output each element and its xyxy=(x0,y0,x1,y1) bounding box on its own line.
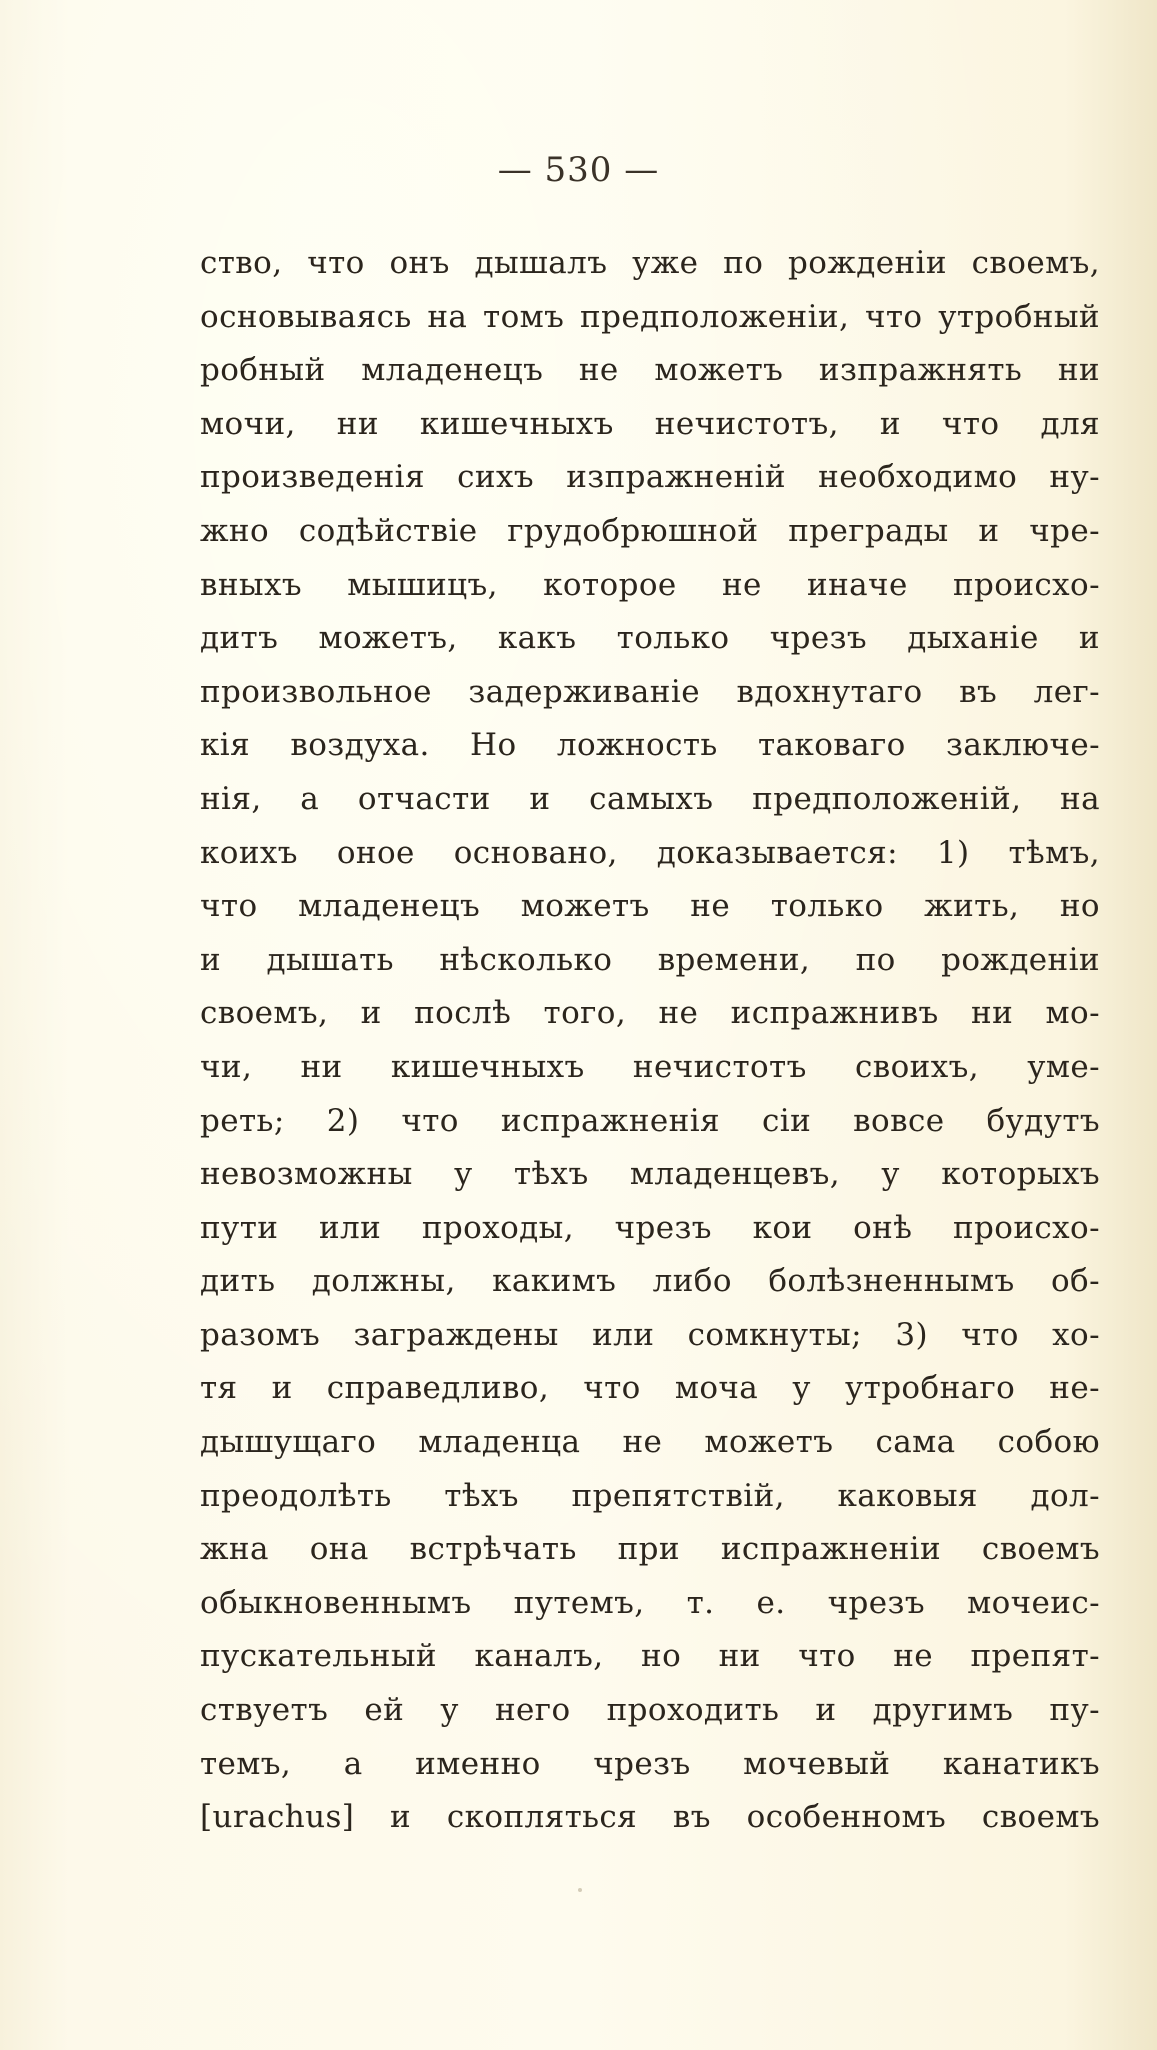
text-line: робный младенецъ не можетъ изпражнять ни xyxy=(200,352,1100,389)
text-line: разомъ заграждены или сомкнуты; 3) что хо- xyxy=(200,1316,1100,1353)
text-line: жна она встрѣчать при испражненіи своемъ xyxy=(200,1531,1100,1568)
text-line: дышущаго младенца не можетъ сама собою xyxy=(200,1424,1100,1461)
text-line: дитъ можетъ, какъ только чрезъ дыханіе и xyxy=(200,620,1100,657)
text-line: мочи, ни кишечныхъ нечистотъ, и что для xyxy=(200,405,1100,442)
body-text xyxy=(200,237,1100,1845)
text-line: нія, а отчасти и самыхъ предположеній, на xyxy=(200,780,1100,817)
text-line: невозможны у тѣхъ младенцевъ, у которыхъ xyxy=(200,1156,1100,1193)
text-line: основываясь на томъ предположеніи, что утробный xyxy=(200,298,1100,335)
text-line: тя и справедливо, что моча у утробнаго не- xyxy=(200,1370,1100,1407)
text-line: пути или проходы, чрезъ кои онѣ происхо- xyxy=(200,1209,1100,1246)
text-line: ствуетъ ей у него проходить и другимъ пу- xyxy=(200,1692,1100,1729)
text-line: реть; 2) что испражненія сіи вовсе будутъ xyxy=(200,1102,1100,1139)
text-line: темъ, а именно чрезъ мочевый канатикъ xyxy=(200,1745,1100,1782)
text-line: произвольное задерживаніе вдохнутаго въ лег- xyxy=(200,673,1100,710)
text-line: произведенія сихъ изпражненій необходимо ну- xyxy=(200,459,1100,496)
text-line: обыкновеннымъ путемъ, т. е. чрезъ мочеис- xyxy=(200,1584,1100,1621)
text-line: пускательный каналъ, но ни что не препят- xyxy=(200,1638,1100,1675)
text-line: коихъ оное основано, доказывается: 1) тѣмъ, xyxy=(200,834,1100,871)
text-line: и дышать нѣсколько времени, по рожденіи xyxy=(200,941,1100,978)
page-number: — 530 — xyxy=(497,150,660,190)
text-line: [urachus] и скопляться въ особенномъ своемъ xyxy=(200,1799,1100,1836)
text-line: что младенецъ можетъ не только жить, но xyxy=(200,888,1100,925)
text-line: своемъ, и послѣ того, не испражнивъ ни мо- xyxy=(200,995,1100,1032)
text-line: кія воздуха. Но ложность таковаго заключе- xyxy=(200,727,1100,764)
text-line: вныхъ мышицъ, которое не иначе происхо- xyxy=(200,566,1100,603)
text-line: дить должны, какимъ либо болѣзненнымъ об- xyxy=(200,1263,1100,1300)
text-line: преодолѣть тѣхъ препятствій, каковыя дол- xyxy=(200,1477,1100,1514)
text-line: чи, ни кишечныхъ нечистотъ своихъ, уме- xyxy=(200,1048,1100,1085)
paper-speck xyxy=(578,1888,582,1892)
text-line: ство, что онъ дышалъ уже по рожденіи своемъ, xyxy=(200,245,1100,281)
text-line: жно содѣйствіе грудобрюшной преграды и чре- xyxy=(200,512,1100,549)
